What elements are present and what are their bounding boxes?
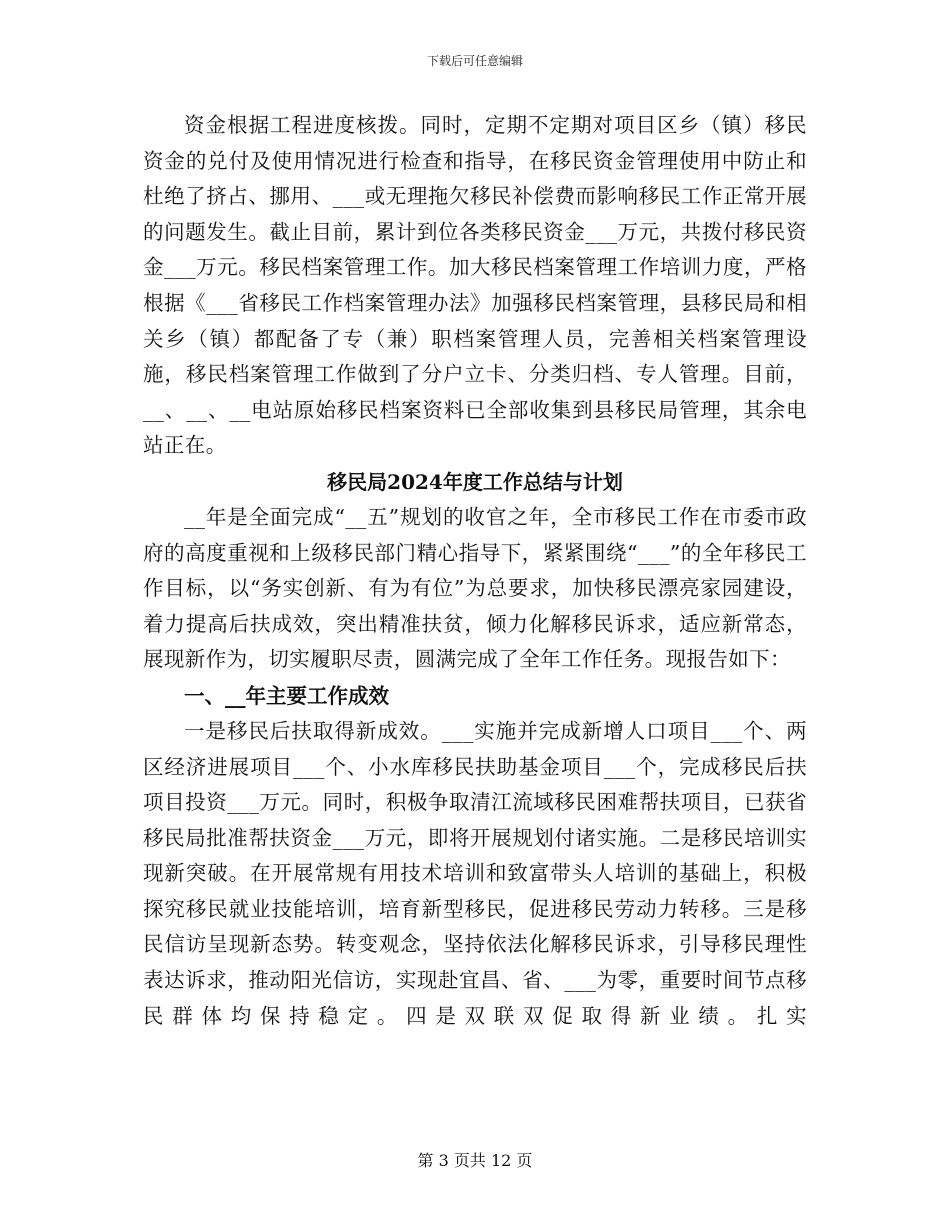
paragraph-funds: 资金根据工程进度核拨。同时，定期不定期对项目区乡（镇）移民资金的兑付及使用情况进行检查和指导，在移民资金管理使用中防止和杜绝了挤占、挪用、___或无理拖欠移民补偿费而影响移民工作正常开展的问题发生。截止目前，累计到位各类移民资金___万元，共拨付移民资金___万元。移民档案管理工作。加大移民档案管理工作培训力度，严格根据《___省移民工作档案管理办法》加强移民档案管理，县移民局和相关乡（镇）都配备了专（兼）职档案管理人员，完善相关档案管理设施，移民档案管理工作做到了分户立卡、分类归档、专人管理。目前，__、__、__电站原始移民档案资料已全部收集到县移民局管理，其余电站正在。 [143, 113, 807, 458]
document-body [143, 108, 807, 1034]
section-heading-achievements: 一、__年主要工作成效 [184, 683, 389, 708]
page-number: 第 3 页共 12 页 [417, 1151, 533, 1170]
paragraph-intro: __年是全面完成“__五”规划的收官之年，全市移民工作在市委市政府的高度重视和上级移民部门精心指导下，紧紧围绕“___”的全年移民工作目标，以“务实创新、有为有位”为总要求，加快移民漂亮家园建设，着力提高后扶成效，突出精准扶贫，倾力化解移民诉求，适应新常态，展现新作为，切实履职尽责，圆满完成了全年工作任务。现报告如下： [143, 504, 807, 672]
document-title: 移民局2024年度工作总结与计划 [327, 469, 623, 494]
paragraph-achievements: 一是移民后扶取得新成效。___实施并完成新增人口项目___个、两区经济进展项目___个、小水库移民扶助基金项目___个，完成移民后扶项目投资___万元。同时，积极争取清江流域移民困难帮扶项目，已获省移民局批准帮扶资金___万元，即将开展规划付诸实施。二是移民培训实现新突破。在开展常规有用技术培训和致富带头人培训的基础上，积极探究移民就业技能培训，培育新型移民，促进移民劳动力转移。三是移民信访呈现新态势。转变观念，坚持依法化解移民诉求，引导移民理性表达诉求，推动阳光信访，实现赴宜昌、省、___为零，重要时间节点移民群体均保持稳定。四是双联双促取得新业绩。扎实 [143, 718, 807, 1028]
page-header-note: 下载后可任意编辑 [426, 54, 523, 68]
